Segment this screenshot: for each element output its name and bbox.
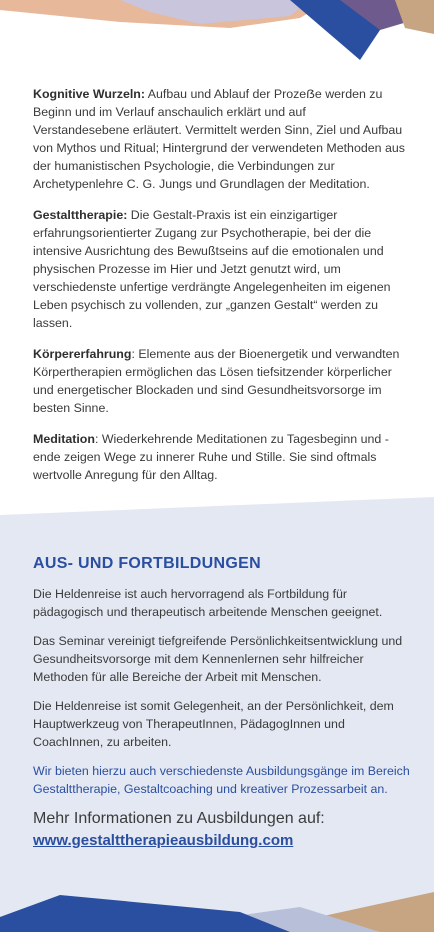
paragraph-title: Meditation — [33, 432, 95, 446]
paragraph-title: Kognitive Wurzeln: — [33, 87, 145, 101]
method-descriptions — [33, 85, 405, 497]
fortbildung-paragraph-2: Das Seminar vereinigt tiefgreifende Persönlichkeitsentwicklung und Gesundheitsvorsorge mit dem Kennenlernen sehr hilfreicher Methoden für alle Bereiche der Arbeit mit Menschen. — [33, 634, 403, 684]
section-heading: AUS- UND FORTBILDUNGEN — [33, 555, 261, 572]
fortbildungen-content — [33, 555, 413, 850]
fortbildung-paragraph-3: Die Heldenreise ist somit Gelegenheit, an der Persönlichkeit, dem Hauptwerkzeug von TherapeutInnen, PädagogInnen und CoachInnen, zu arbeiten. — [33, 699, 394, 749]
fortbildung-paragraph-1: Die Heldenreise ist auch hervorragend als Fortbildung für pädagogisch und therapeutisch arbeitende Menschen geeignet. — [33, 587, 383, 619]
paragraph-text: : Elemente aus der Bioenergetik und verwandten Körpertherapien ermöglichen das Lösen tiefsitzender körperlicher und energetischer Blockaden und sind Gesundheitsvorsorge im besten Sinne. — [33, 347, 400, 415]
top-decoration — [0, 0, 434, 70]
paragraph-title: Gestalttherapie: — [33, 208, 128, 222]
paragraph-koerpererfahrung — [33, 345, 405, 417]
paragraph-meditation — [33, 430, 405, 484]
fortbildung-paragraph-4: Wir bieten hierzu auch verschiedenste Ausbildungsgänge im Bereich Gestalttherapie, Gestaltcoaching und kreativer Prozessarbeit an. — [33, 764, 410, 796]
paragraph-text: Aufbau und Ablauf der Prozeẞe werden zu Beginn und im Verlauf anschaulich erklärt und auf Verstandesebene erläutert. Vermittelt werden Sinn, Ziel und Aufbau von Mythos und Ritual; Hintergrund der verwendeten Methoden aus der humanistischen Psychologie, die Verbindungen zur Archetypenlehre C. G. Jungs und Grundlagen der Meditation. — [33, 87, 405, 191]
website-link[interactable]: www.gestalttherapieausbildung.com — [33, 832, 294, 849]
paragraph-title: Körpererfahrung — [33, 347, 132, 361]
more-info-text: Mehr Informationen zu Ausbildungen auf: — [33, 810, 325, 827]
paragraph-text: Die Gestalt-Praxis ist ein einzigartiger erfahrungsorientierter Zugang zur Psychotherapie, bei der die intensive Ausrichtung des Bewußtseins auf die emotionalen und physischen Prozesse im Hier und Jetzt genutzt wird, um verschiedenste unfertige verdrängte Angelegenheiten im eigenen Leben psychisch zu vollenden, zur „ganzen Gestalt“ werden zu lassen. — [33, 208, 391, 330]
paragraph-text: : Wiederkehrende Meditationen zu Tagesbeginn und -ende zeigen Wege zu innerer Ruhe und Stille. Sie sind oftmals wertvolle Anregung für den Alltag. — [33, 432, 389, 482]
paragraph-kognitive-wurzeln — [33, 85, 405, 193]
fortbildungen-section — [0, 497, 434, 932]
paragraph-gestalttherapie — [33, 206, 405, 332]
